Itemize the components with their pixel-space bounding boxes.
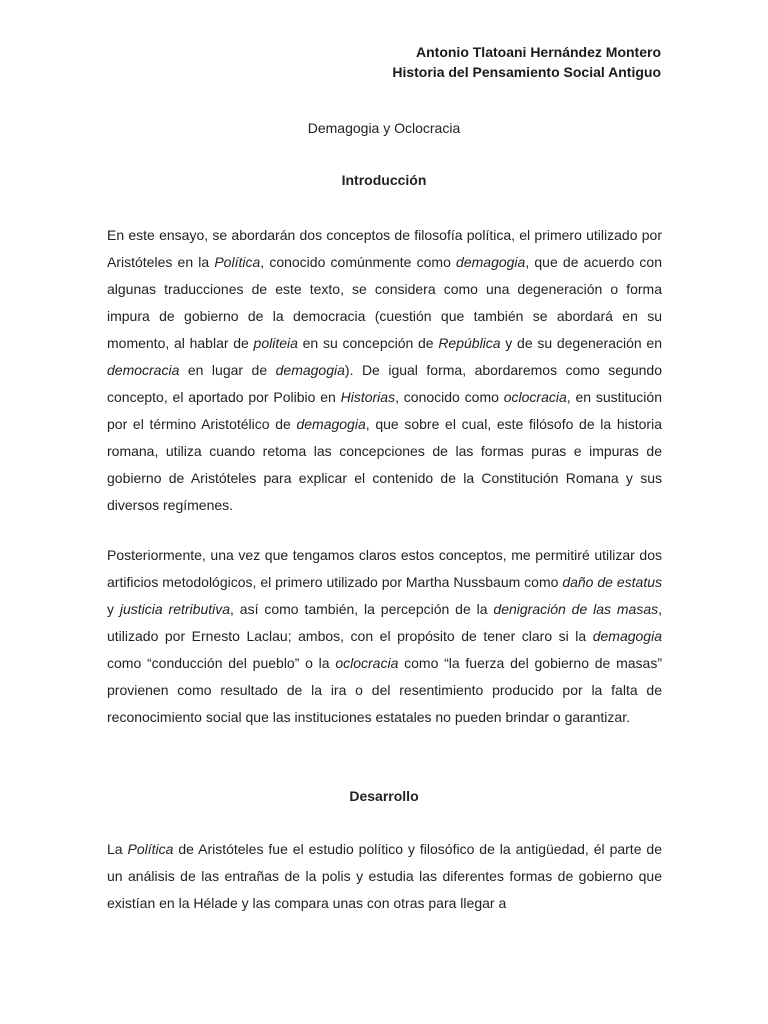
italic-term: daño de estatus: [562, 574, 662, 590]
text-run: , utilizado por Ernesto Laclau; ambos, con el propósito de tener claro si la: [107, 601, 663, 644]
italic-term: Política: [214, 254, 261, 270]
text-run: En este ensayo, se abordarán dos conceptos de filosofía política, el primero utilizado por Aristóteles en la: [107, 227, 662, 270]
text-run: ). De igual forma, abordaremos como segundo concepto, el aportado por Polibio en: [107, 362, 662, 405]
text-run: , conocido comúnmente como: [260, 254, 457, 270]
text-run: y: [107, 601, 120, 617]
heading-development: Desarrollo: [349, 788, 419, 804]
text-run: , así como también, la percepción de la: [230, 601, 494, 617]
text-run: en lugar de: [179, 362, 276, 378]
paragraph-2: [107, 542, 662, 731]
italic-term: demagogia: [456, 254, 526, 270]
text-run: , en sustitución por el término Aristotélico de: [107, 389, 662, 432]
italic-term: oclocracia: [335, 655, 399, 671]
italic-term: democracia: [107, 362, 180, 378]
paragraph-3: [107, 836, 662, 917]
author-name: Antonio Tlatoani Hernández Montero: [416, 44, 661, 60]
text-run: y de su degeneración en: [500, 335, 662, 351]
text-run: , que de acuerdo con algunas traducciones de este texto, se considera como una degeneración o forma impura de gobierno de la democracia (cuestión que también se abordará en su momento, al hablar de: [107, 254, 662, 351]
text-run: , conocido como: [395, 389, 504, 405]
italic-term: Política: [127, 841, 174, 857]
paragraph-1: [107, 222, 662, 519]
author-block: [392, 42, 661, 82]
italic-term: denigración de las masas: [493, 601, 659, 617]
text-run: de Aristóteles fue el estudio político y filosófico de la antigüedad, él parte de un análisis de las entrañas de la polis y estudia las diferentes formas de gobierno que existían en la Hélade y las compara unas con otras para llegar a: [107, 841, 662, 911]
italic-term: justicia retributiva: [119, 601, 231, 617]
text-run: La: [107, 841, 128, 857]
text-run: , que sobre el cual, este filósofo de la historia romana, utiliza cuando retoma las concepciones de las formas puras e impuras de gobierno de Aristóteles para explicar el contenido de la Constitución Romana y sus diversos regímenes.: [107, 416, 662, 513]
text-run: en su concepción de: [297, 335, 439, 351]
text-run: como “la fuerza del gobierno de masas” provienen como resultado de la ira o del resentimiento producido por la falta de reconocimiento social que las instituciones estatales no pueden brindar o garantizar.: [107, 655, 662, 725]
italic-term: Historias: [340, 389, 396, 405]
heading-introduction: Introducción: [341, 172, 427, 188]
italic-term: demagogia: [592, 628, 662, 644]
italic-term: República: [438, 335, 501, 351]
italic-term: oclocracia: [503, 389, 567, 405]
text-run: Posteriormente, una vez que tengamos claros estos conceptos, me permitiré utilizar dos artificios metodológicos, el primero utilizado por Martha Nussbaum como: [107, 547, 662, 590]
course-name: Historia del Pensamiento Social Antiguo: [392, 64, 661, 80]
italic-term: demagogia: [275, 362, 345, 378]
italic-term: demagogia: [296, 416, 366, 432]
italic-term: politeia: [253, 335, 298, 351]
document-title: Demagogia y Oclocracia: [307, 120, 461, 136]
text-run: como “conducción del pueblo” o la: [107, 655, 336, 671]
